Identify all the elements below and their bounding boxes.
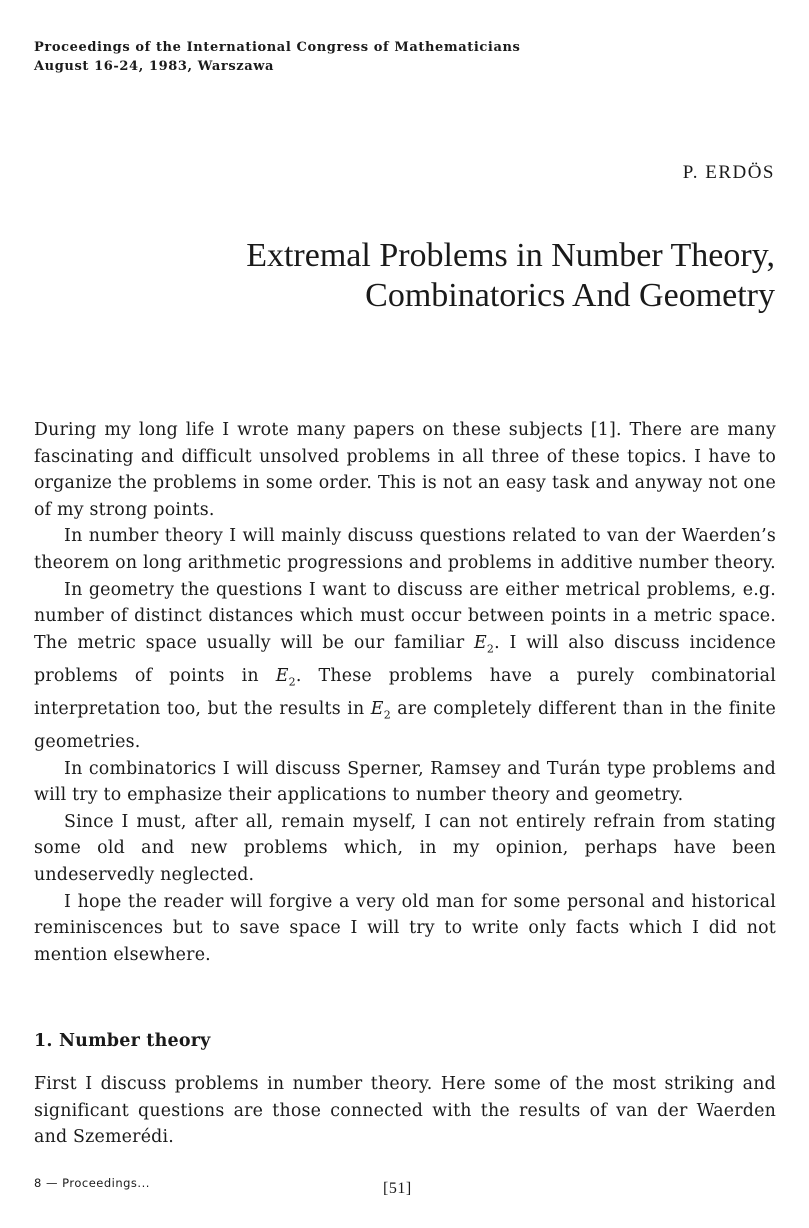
math-e2-1: $E_2$: [474, 632, 495, 656]
math-e2-3: $E_2$: [370, 698, 391, 722]
author-name: P. ERDÖS: [682, 162, 775, 183]
paragraph-3-text-d: are completely different than in the finite geometries.: [34, 698, 776, 752]
title-line-1: Extremal Problems in Number Theory,: [246, 237, 775, 274]
section-1-paragraph-1: First I discuss problems in number theory. Here some of the most striking and significant questions are those connected with the results of van der Waerden and Szemerédi.: [34, 1074, 776, 1148]
title-line-2: Combinatorics And Geometry: [365, 277, 775, 314]
paper-title: [246, 236, 775, 316]
paragraph-2: In number theory I will mainly discuss questions related to van der Waerden’s theorem on long arithmetic progressions and problems in additive number theory.: [34, 526, 776, 573]
paragraph-5: Since I must, after all, remain myself, I can not entirely refrain from stating some old and new problems which, in my opinion, perhaps have been undeservedly neglected.: [34, 811, 776, 885]
paragraph-3-text-b: . I will also discuss incidence problems of points in: [34, 632, 776, 686]
footer-signature: 8 — Proceedings...: [34, 1176, 150, 1190]
introduction: [34, 417, 776, 968]
paragraph-1: During my long life I wrote many papers on these subjects [1]. There are many fascinating and difficult unsolved problems in all three of these topics. I have to organize the problems in some order. This is not an easy task and anyway not one of my strong points.: [34, 420, 776, 520]
paragraph-6: I hope the reader will forgive a very old man for some personal and historical reminiscences but to save space I will try to write only facts which I did not mention elsewhere.: [34, 891, 776, 965]
paragraph-3-text-a: In geometry the questions I want to discuss are either metrical problems, e.g. number of distinct distances which must occur between points in a metric space. The metric space usually will be our familiar: [34, 579, 776, 653]
paragraph-3-text-c: . These problems have a purely combinatorial interpretation too, but the results in: [34, 665, 776, 719]
section-1-body: [34, 1071, 776, 1151]
page-number: [51]: [383, 1180, 412, 1197]
section-heading-number-theory: 1. Number theory: [34, 1031, 211, 1051]
math-e2-2: $E_2$: [275, 665, 296, 689]
header-line-2: August 16-24, 1983, Warszawa: [34, 59, 275, 74]
paragraph-3: [34, 577, 776, 756]
proceedings-header: [34, 38, 520, 76]
header-line-1: Proceedings of the International Congress of Mathematicians: [34, 40, 521, 55]
paragraph-4: In combinatorics I will discuss Sperner, Ramsey and Turán type problems and will try to emphasize their applications to number theory and geometry.: [34, 758, 776, 806]
